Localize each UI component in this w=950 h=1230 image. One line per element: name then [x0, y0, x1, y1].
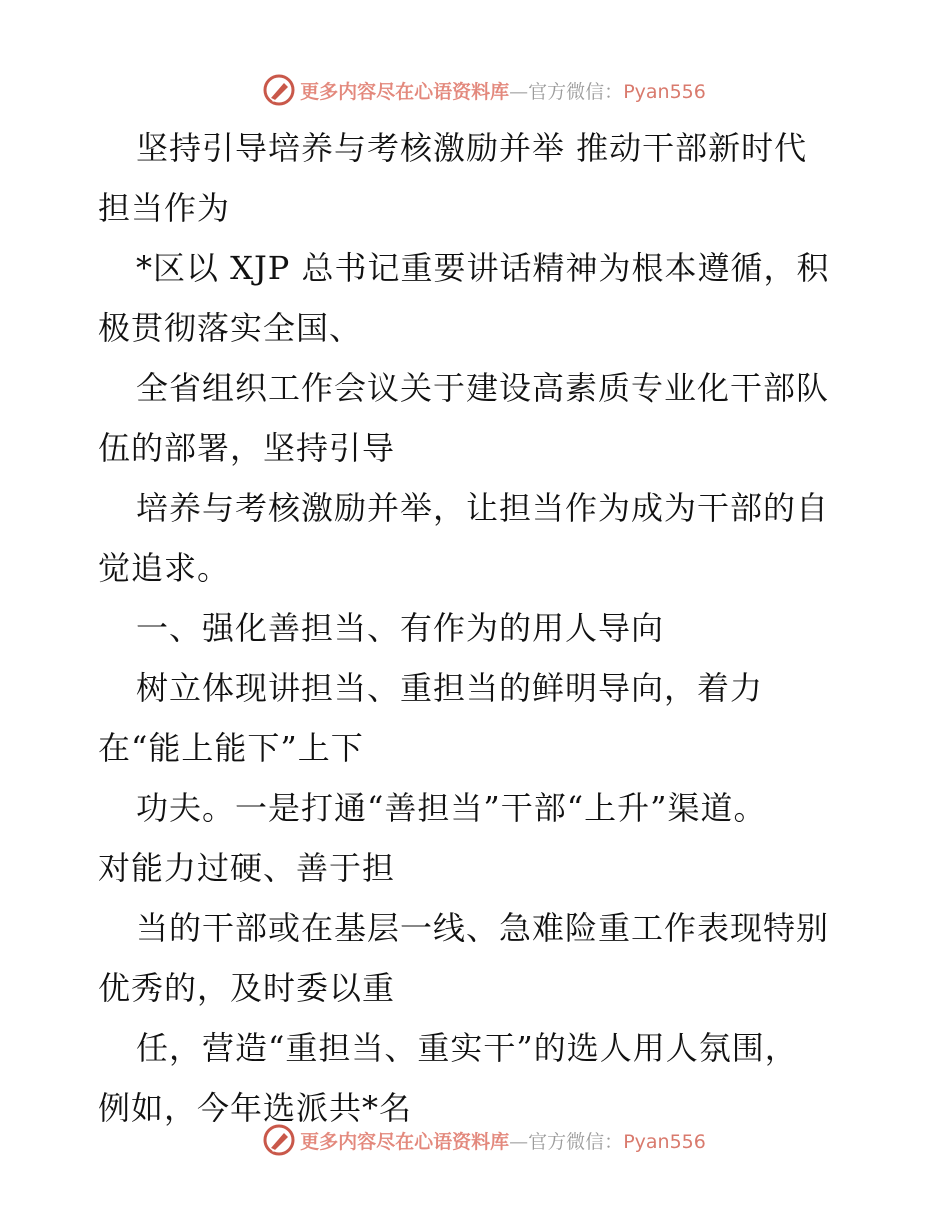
paragraph-line: 例如，今年选派共*名: [98, 1089, 413, 1127]
paragraph-line: 觉追求。: [98, 549, 231, 587]
paragraph-line: 在“能上能下”上下: [98, 729, 364, 767]
watermark-content: [262, 73, 706, 107]
title-line-2: 担当作为: [98, 189, 231, 227]
paragraph-line: 培养与考核激励并举，让担当作为成为干部的自: [136, 489, 830, 527]
paragraph-line: *区以 XJP 总书记重要讲话精神为根本遵循，积: [136, 249, 830, 287]
watermark-banner-bottom: [0, 1120, 950, 1160]
paragraph-line: 树立体现讲担当、重担当的鲜明导向，着力: [136, 669, 764, 707]
paragraph-line: 当的干部或在基层一线、急难险重工作表现特别: [136, 909, 830, 947]
paragraph-line: 优秀的，及时委以重: [98, 969, 396, 1007]
pen-logo-icon: [262, 1123, 296, 1157]
watermark-text: 更多内容尽在心语资料库—官方微信：Pyan556: [300, 80, 706, 103]
paragraph-line: 极贯彻落实全国、: [98, 309, 363, 347]
paragraph-line: 功夫。一是打通“善担当”干部“上升”渠道。: [136, 789, 767, 827]
paragraph-line: 全省组织工作会议关于建设高素质专业化干部队: [136, 369, 830, 407]
pen-logo-icon: [262, 73, 296, 107]
paragraph-line: 对能力过硬、善于担: [98, 849, 396, 887]
paragraph-line: 伍的部署，坚持引导: [98, 429, 396, 467]
title-line-1: 坚持引导培养与考核激励并举 推动干部新时代: [136, 129, 808, 167]
watermark-content: [262, 1123, 706, 1157]
watermark-text: 更多内容尽在心语资料库—官方微信：Pyan556: [300, 1130, 706, 1153]
section-heading: 一、强化善担当、有作为的用人导向: [136, 609, 665, 647]
paragraph-line: 任，营造“重担当、重实干”的选人用人氛围，: [136, 1029, 798, 1067]
document-body: [98, 118, 858, 1138]
watermark-banner-top: [0, 70, 950, 110]
